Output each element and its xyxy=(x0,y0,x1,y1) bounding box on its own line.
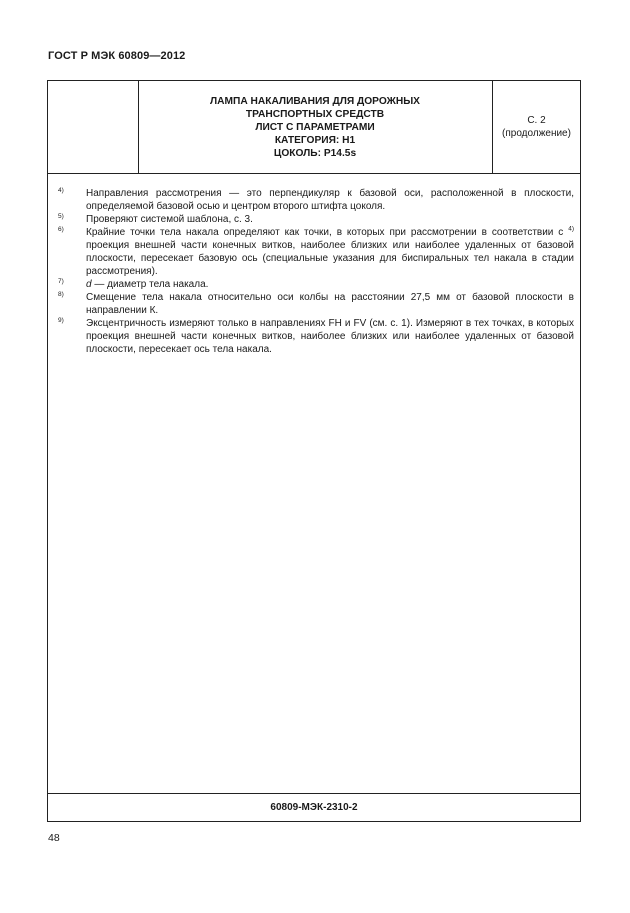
footnote-text xyxy=(86,278,574,291)
footnote-5 xyxy=(58,213,574,226)
parameter-sheet xyxy=(47,80,581,822)
title-line: ЦОКОЛЬ: P14.5s xyxy=(273,148,357,159)
footnote-text: Направления рассмотрения — это перпендикуляр к базовой оси, расположенной в плоскости, определяемой базовой осью и центром второго штифта цоколя. xyxy=(86,188,574,212)
title-block-blank-cell xyxy=(48,81,139,173)
title-block xyxy=(48,81,580,174)
footnote-text-part: — диаметр тела накала. xyxy=(91,279,209,290)
title-line: ТРАНСПОРТНЫХ СРЕДСТВ xyxy=(245,109,385,120)
title-block-title xyxy=(138,81,493,173)
footnote-number: 7) xyxy=(58,278,64,285)
footnote-7 xyxy=(58,278,574,291)
footnote-9 xyxy=(58,317,574,356)
title-line: ЛИСТ С ПАРАМЕТРАМИ xyxy=(255,122,375,133)
page-number: 48 xyxy=(48,832,60,844)
footnote-number: 5) xyxy=(58,213,64,220)
footnotes xyxy=(58,187,574,356)
footnote-text xyxy=(86,226,574,278)
title-block-page-cell xyxy=(493,81,580,173)
symbol-d: d xyxy=(86,279,92,290)
footnote-number: 4) xyxy=(58,187,64,194)
footnote-4 xyxy=(58,187,574,213)
page-ref: С. 2 xyxy=(527,115,546,126)
footnote-6 xyxy=(58,226,574,278)
footnote-text-part: проекция внешней части конечных витков, наиболее близких или наиболее удаленных от базовой плоскости, пересекает базовую ось (специальные указания для биспиральных тел накала в стадии рассмотрения). xyxy=(86,240,574,277)
footnote-number: 6) xyxy=(58,226,64,233)
footnote-text: Эксцентричность измеряют только в направлениях FH и FV (см. с. 1). Измеряют в тех точках, в которых проекция внешней части конечных витков, наиболее близких или наиболее удаленных от базовой плоскости, пересекает ось тела накала. xyxy=(86,318,574,355)
footnote-text: Смещение тела накала относительно оси колбы на расстоянии 27,5 мм от базовой плоскости в направлении К. xyxy=(86,292,574,316)
footnote-number: 9) xyxy=(58,317,64,324)
title-line: КАТЕГОРИЯ: H1 xyxy=(274,135,356,146)
title-line: ЛАМПА НАКАЛИВАНИЯ ДЛЯ ДОРОЖНЫХ xyxy=(210,96,420,107)
standard-header: ГОСТ Р МЭК 60809—2012 xyxy=(48,50,186,62)
footnote-text-part: Крайние точки тела накала определяют как точки, в которых при рассмотрении в соответствии с xyxy=(86,227,569,238)
footnote-reference: 4) xyxy=(568,225,574,233)
sheet-code: 60809-МЭК-2310-2 xyxy=(48,793,580,821)
continuation-label: (продолжение) xyxy=(502,128,571,139)
footnote-number: 8) xyxy=(58,291,64,298)
footnote-text: Проверяют системой шаблона, с. 3. xyxy=(86,214,253,225)
footnote-8 xyxy=(58,291,574,317)
